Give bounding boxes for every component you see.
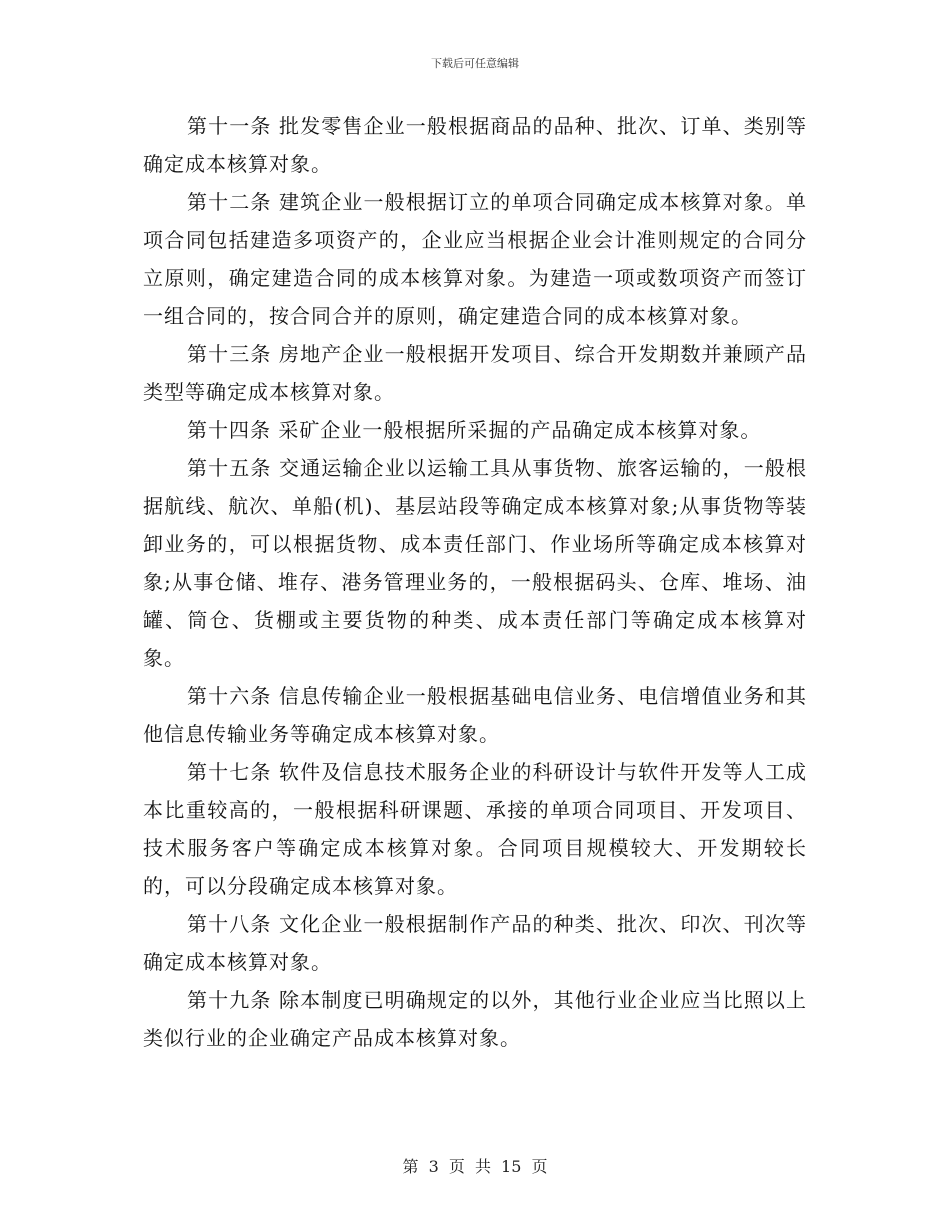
article-15-paragraph: 第十五条 交通运输企业以运输工具从事货物、旅客运输的，一般根据航线、航次、单船(机)、基层站段等确定成本核算对象;从事货物等装卸业务的，可以根据货物、成本责任部门、作业场所等确定成本核算对象;从事仓储、堆存、港务管理业务的，一般根据码头、仓库、堆场、油罐、筒仓、货棚或主要货物的种类、成本责任部门等确定成本核算对象。	[143, 456, 807, 670]
article-19-paragraph: 第十九条 除本制度已明确规定的以外，其他行业企业应当比照以上类似行业的企业确定产品成本核算对象。	[143, 988, 807, 1050]
article-12-paragraph: 第十二条 建筑企业一般根据订立的单项合同确定成本核算对象。单项合同包括建造多项资产的，企业应当根据企业会计准则规定的合同分立原则，确定建造合同的成本核算对象。为建造一项或数项资产而签订一组合同的，按合同合并的原则，确定建造合同的成本核算对象。	[143, 190, 807, 328]
article-11-paragraph: 第十一条 批发零售企业一般根据商品的品种、批次、订单、类别等确定成本核算对象。	[143, 114, 807, 176]
page-number-footer: 第 3 页 共 15 页	[402, 1157, 548, 1176]
article-18-paragraph: 第十八条 文化企业一般根据制作产品的种类、批次、印次、刊次等确定成本核算对象。	[143, 912, 807, 974]
article-13-paragraph: 第十三条 房地产企业一般根据开发项目、综合开发期数并兼顾产品类型等确定成本核算对象。	[143, 342, 807, 404]
document-body	[143, 107, 807, 1057]
page-header-note: 下载后可任意编辑	[431, 57, 519, 70]
article-16-paragraph: 第十六条 信息传输企业一般根据基础电信业务、电信增值业务和其他信息传输业务等确定成本核算对象。	[143, 684, 807, 746]
article-17-paragraph: 第十七条 软件及信息技术服务企业的科研设计与软件开发等人工成本比重较高的，一般根据科研课题、承接的单项合同项目、开发项目、技术服务客户等确定成本核算对象。合同项目规模较大、开发期较长的，可以分段确定成本核算对象。	[143, 760, 807, 898]
article-14-paragraph: 第十四条 采矿企业一般根据所采掘的产品确定成本核算对象。	[187, 418, 762, 442]
